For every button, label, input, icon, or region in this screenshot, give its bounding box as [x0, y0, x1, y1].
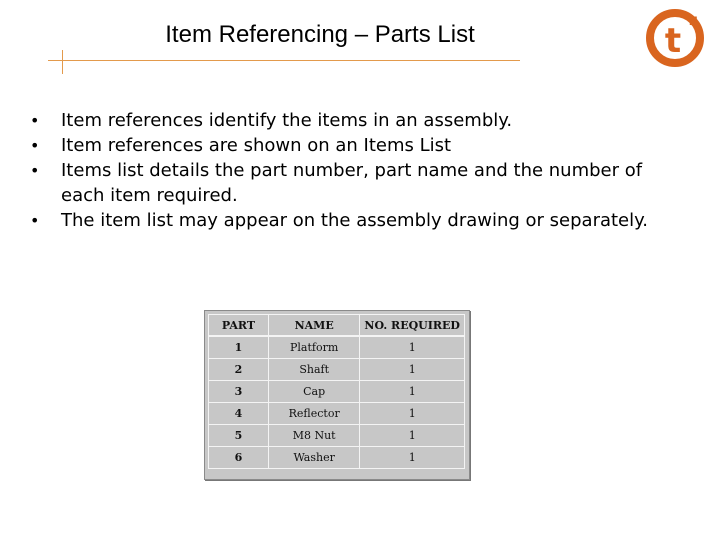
- slide-title: Item Referencing – Parts List: [165, 21, 475, 48]
- quantity-cell: 1: [360, 403, 465, 425]
- logo-letter: t: [664, 21, 682, 61]
- bullet-text: The item list may appear on the assembly drawing or separately.: [61, 210, 648, 231]
- part-name-cell: Platform: [268, 336, 359, 359]
- column-header-part: PART: [209, 315, 269, 337]
- table-row: [209, 447, 465, 469]
- part-number-cell: 6: [209, 447, 269, 469]
- table-row: [209, 359, 465, 381]
- table-row: [209, 425, 465, 447]
- part-number-cell: 2: [209, 359, 269, 381]
- table-header-row: [209, 315, 465, 337]
- table-row: [209, 381, 465, 403]
- part-name-cell: Cap: [268, 381, 359, 403]
- t4-logo-icon: [628, 0, 720, 80]
- quantity-cell: 1: [360, 381, 465, 403]
- part-name-cell: Reflector: [268, 403, 359, 425]
- bullet-dot-icon: •: [30, 161, 40, 180]
- bullet-text: Items list details the part number, part name and the number of each item required.: [61, 160, 643, 206]
- parts-list-image: [204, 310, 470, 480]
- bullet-dot-icon: •: [30, 211, 40, 230]
- part-number-cell: 5: [209, 425, 269, 447]
- title-tick: [62, 50, 63, 74]
- part-name-cell: Washer: [268, 447, 359, 469]
- part-name-cell: M8 Nut: [268, 425, 359, 447]
- table-row: [209, 336, 465, 359]
- bullet-dot-icon: •: [30, 111, 40, 130]
- bullet-list: [28, 108, 668, 233]
- quantity-cell: 1: [360, 336, 465, 359]
- part-number-cell: 3: [209, 381, 269, 403]
- part-name-cell: Shaft: [268, 359, 359, 381]
- title-underline: [48, 60, 520, 61]
- logo-superscript: 4: [689, 15, 699, 31]
- part-number-cell: 1: [209, 336, 269, 359]
- part-number-cell: 4: [209, 403, 269, 425]
- quantity-cell: 1: [360, 425, 465, 447]
- parts-table: [208, 314, 465, 469]
- bullet-item: [28, 133, 668, 158]
- bullet-item: [28, 208, 668, 233]
- bullet-text: Item references identify the items in an assembly.: [61, 110, 513, 131]
- bullet-text: Item references are shown on an Items List: [61, 135, 452, 156]
- bullet-item: [28, 158, 668, 208]
- quantity-cell: 1: [360, 447, 465, 469]
- column-header-name: NAME: [268, 315, 359, 337]
- bullet-item: [28, 108, 668, 133]
- column-header-no-required: NO. REQUIRED: [360, 315, 465, 337]
- table-row: [209, 403, 465, 425]
- quantity-cell: 1: [360, 359, 465, 381]
- bullet-dot-icon: •: [30, 136, 40, 155]
